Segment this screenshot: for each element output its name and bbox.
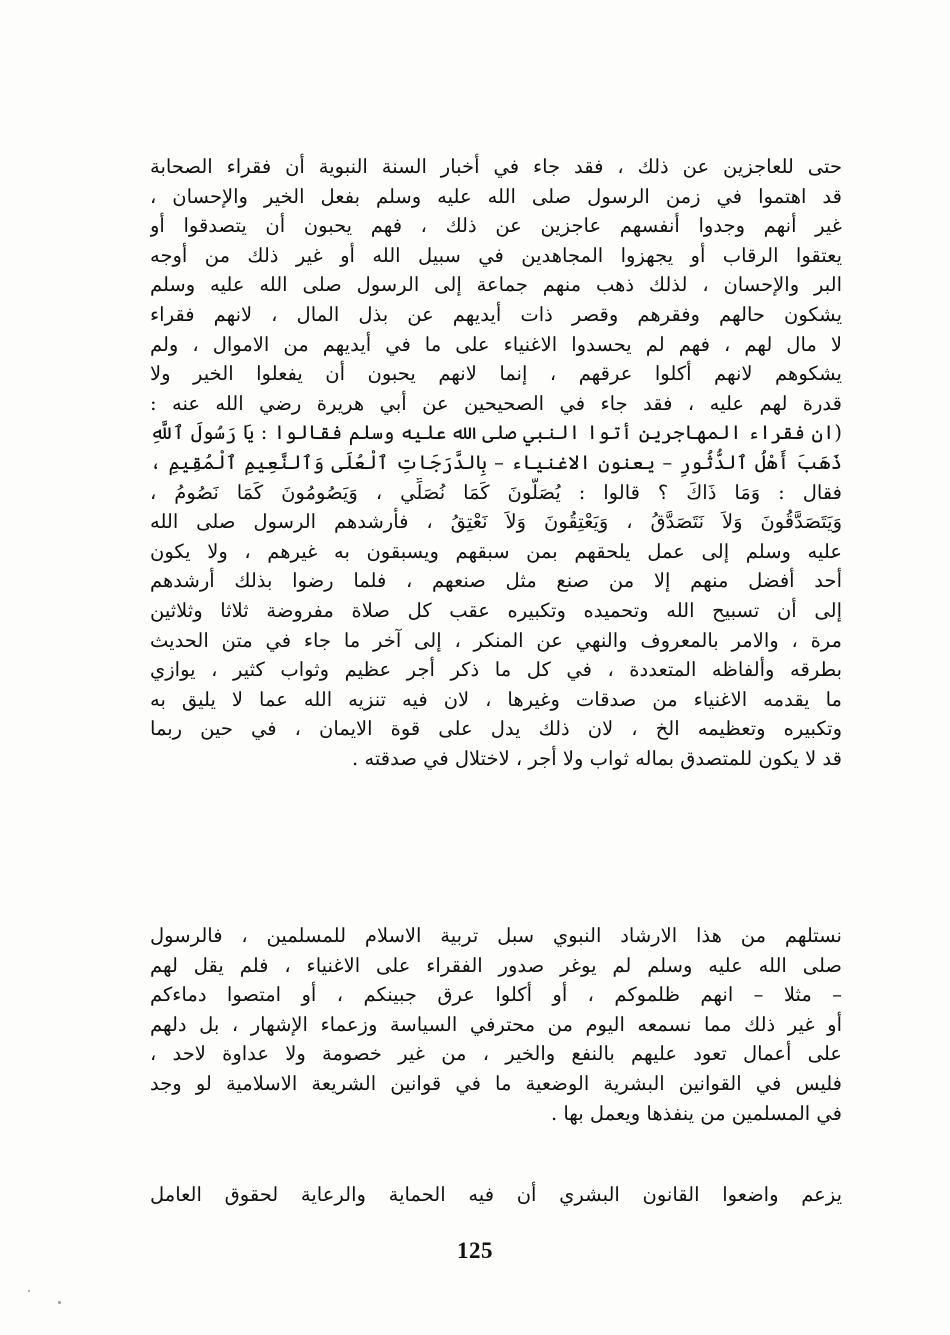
text-line: مرة ، والامر بالمعروف والنهي عن المنكر ، إلى آخر ما جاء في متن الحديث xyxy=(150,628,842,652)
text-line: يشكون حالهم وفقرهم وقصر ذات أيديهم عن بذل المال ، لانهم فقراء xyxy=(150,302,842,326)
text-line: بطرقه وألفاظه المتعددة ، في كل ما ذكر أجر عظيم وثواب كثير ، يوازي xyxy=(150,658,842,682)
text-line: يزعم واضعوا القانون البشري أن فيه الحماية والرعاية لحقوق العامل xyxy=(150,1183,842,1206)
text-line: إلى أن تسبيح الله وتحميده وتكبيره عقب كل صلاة مفروضة ثلاثا وثلاثين xyxy=(150,598,842,622)
text-line: قد لا يكون للمتصدق بماله ثواب ولا أجر ، لاختلال في صدقته . xyxy=(352,746,842,770)
paragraph-2 xyxy=(150,921,842,1128)
hadith-line: (ان فقراء المهاجرين أتوا النبي صلى الله عليه وسلم فقالوا : يَا رَسُولَ ٱللَّهِ xyxy=(150,421,842,445)
text-line: عليه وسلم إلى عمل يلحقهم بمن سبقهم ويسبقون به غيرهم ، ولا يكون xyxy=(150,539,842,563)
hadith-line: ذَهَبَ أَهْلُ ٱلدُّثُورِ – يعنون الاغنياء – بِالدَّرَجَاتِ ٱلْعُلَى وَٱلنَّعِيمِ ٱلْمُقِيمِ ، xyxy=(150,450,842,474)
text-line: غير أنهم وجدوا أنفسهم عاجزين عن ذلك ، فهم يحبون أن يتصدقوا أو xyxy=(150,214,842,238)
text-line: فليس في القوانين البشرية الوضعية ما في قوانين الشريعة الاسلامية لو وجد xyxy=(150,1071,842,1095)
text-line: حتى للعاجزين عن ذلك ، فقد جاء في أخبار السنة النبوية أن فقراء الصحابة xyxy=(150,155,842,178)
paragraph-3 xyxy=(150,1180,842,1210)
page-number: 125 xyxy=(457,1238,493,1263)
text-line: نستلهم من هذا الارشاد النبوي سبل تربية الاسلام للمسلمين ، فالرسول xyxy=(150,924,842,947)
text-line: – مثلا – انهم ظلموكم ، أو أكلوا عرق جبينكم ، أو امتصوا دماءكم xyxy=(150,983,842,1007)
hadith-line: وَيَتَصَدَّقُونَ وَلاَ نَتَصَدَّقُ ، وَيَعْتِقُونَ وَلاَ نَعْتِقُ ، فأرشدهم الرسول صلى الله xyxy=(150,510,842,534)
text-line: البر والإحسان ، لذلك ذهب منهم جماعة إلى الرسول صلى الله عليه وسلم xyxy=(150,273,842,297)
text-line: قد اهتموا في زمن الرسول صلى الله عليه وسلم بفعل الخير والإحسان ، xyxy=(150,184,842,208)
text-line: أحد أفضل منهم إلا من صنع مثل صنعهم ، فلما رضوا بذلك أرشدهم xyxy=(150,569,842,593)
text-line: يعتقوا الرقاب أو يجهزوا المجاهدين في سبيل الله أو غير ذلك من أوجه xyxy=(150,243,842,267)
text-line: صلى الله عليه وسلم لم يوغر صدور الفقراء على الاغنياء ، فلم يقل لهم xyxy=(150,953,842,977)
scan-speck xyxy=(58,1301,61,1304)
text-line: أو غير ذلك مما نسمعه اليوم من محترفي السياسة وزعماء الإشهار ، بل دلهم xyxy=(150,1012,842,1036)
text-line: ما يقدمه الاغنياء من صدقات وغيرها ، لان فيه تنزيه الله عما لا يليق به xyxy=(150,687,842,711)
text-line: وتكبيره وتعظيمه الخ ، لان ذلك يدل على قوة الايمان ، في حين ربما xyxy=(150,717,842,741)
scan-speck xyxy=(28,1290,30,1292)
text-line: قدرة لهم عليه ، فقد جاء في الصحيحين عن أبي هريرة رضي الله عنه : xyxy=(150,391,842,415)
text-line: في المسلمين من ينفذها ويعمل بها . xyxy=(550,1101,842,1125)
hadith-line: فقال : وَمَا ذَاكَ ؟ قالوا : يُصَلُّونَ كَمَا نُصَلِّي ، وَيَصُومُونَ كَمَا نَصُومُ ، xyxy=(150,480,842,504)
text-line: على أعمال تعود عليهم بالنفع والخير ، من غير خصومة ولا عداوة لاحد ، xyxy=(150,1042,842,1066)
text-line: يشكوهم لانهم أكلوا عرقهم ، إنما لانهم يحبون أن يفعلوا الخير ولا xyxy=(150,362,842,386)
text-line: لا مال لهم ، فهم لم يحسدوا الاغنياء على ما في أيديهم من الاموال ، ولم xyxy=(150,332,842,356)
paragraph-1 xyxy=(150,152,842,773)
